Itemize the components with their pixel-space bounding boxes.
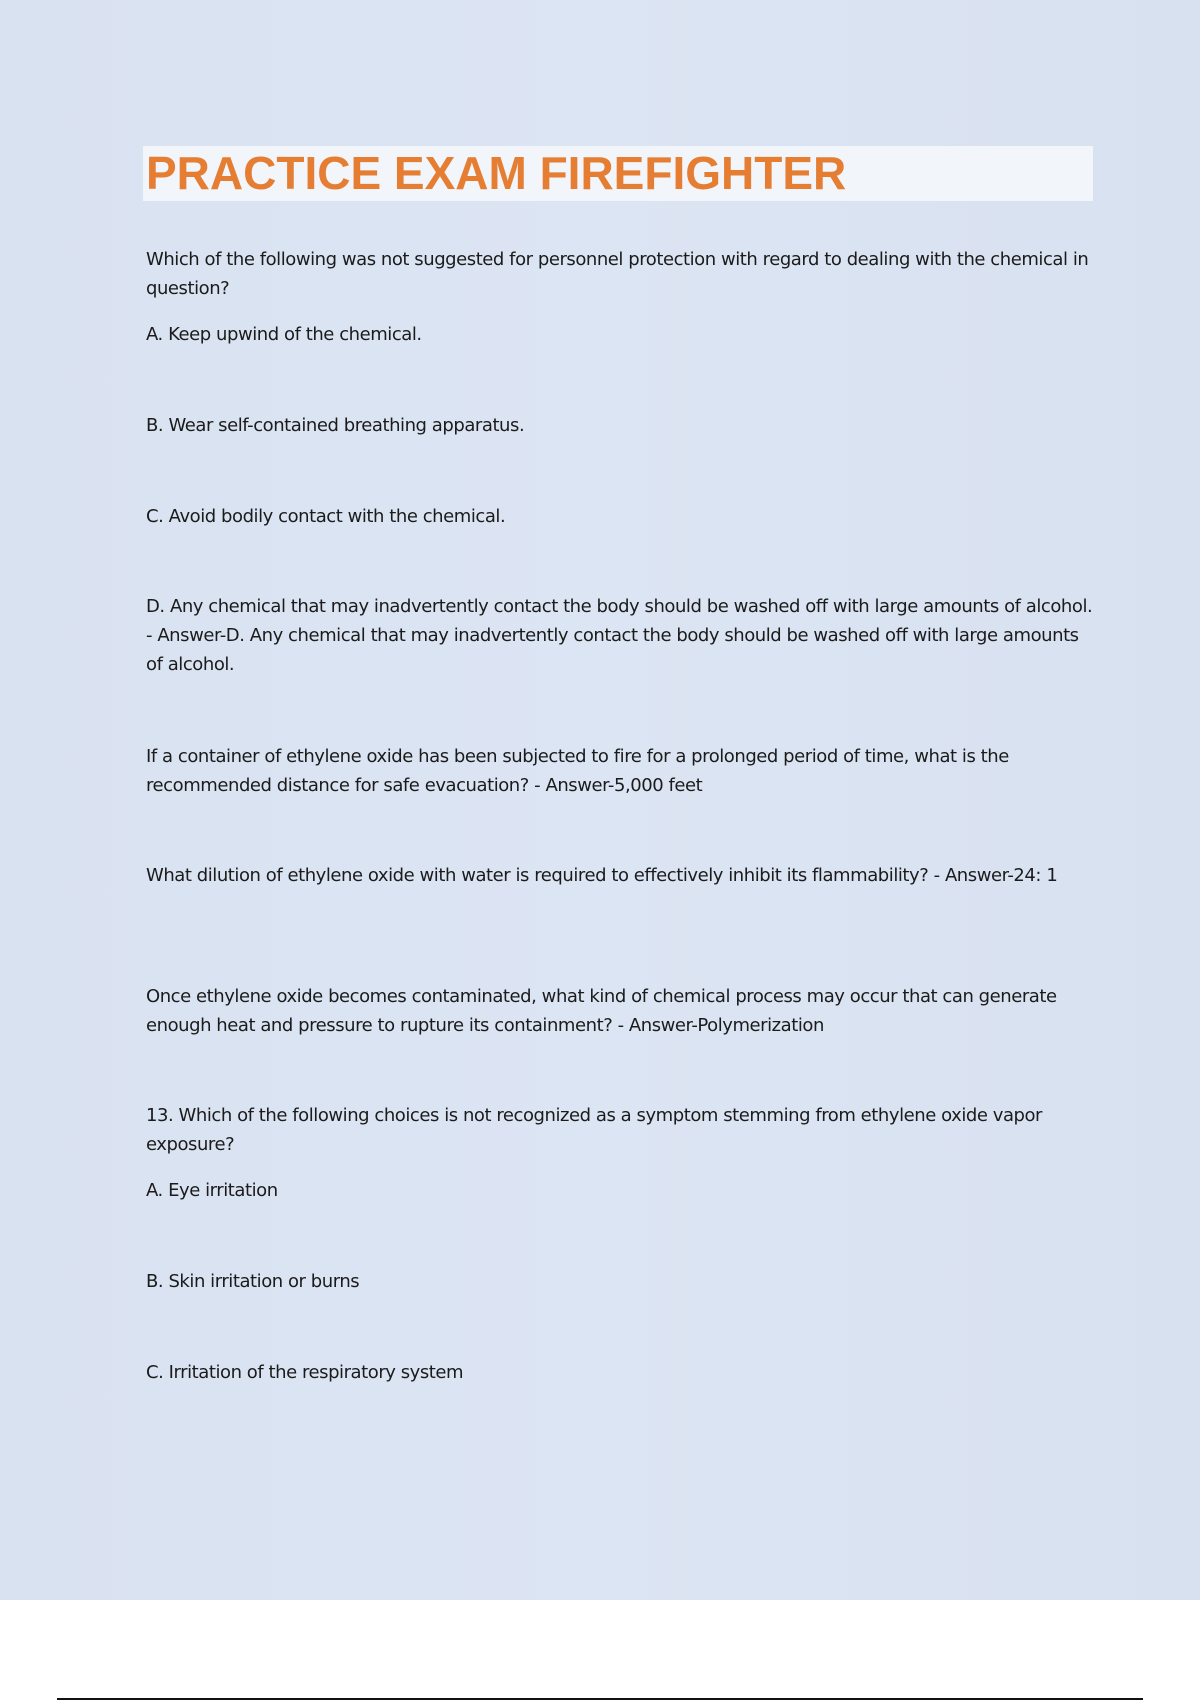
question-3-answer: What dilution of ethylene oxide with water is required to effectively inhibit its flammability? - Answer-24: 1 — [146, 865, 1058, 886]
question-1-text: Which of the following was not suggested for personnel protection with regard to dealing with the chemical in question? — [146, 249, 1089, 299]
question-1-option-a: A. Keep upwind of the chemical. — [146, 324, 422, 345]
question-4-answer: Once ethylene oxide becomes contaminated, what kind of chemical process may occur that can generate enough heat and pressure to rupture its containment? - Answer-Polymerization — [146, 986, 1057, 1036]
question-5-option-a: A. Eye irritation — [146, 1180, 278, 1201]
question-1-option-b: B. Wear self-contained breathing apparatus. — [146, 415, 525, 436]
question-5-option-c: C. Irritation of the respiratory system — [146, 1362, 464, 1383]
question-5-option-b: B. Skin irritation or burns — [146, 1271, 360, 1292]
question-2-answer: If a container of ethylene oxide has been subjected to fire for a prolonged period of time, what is the recommended distance for safe evacuation? - Answer-5,000 feet — [146, 746, 1009, 796]
page-title: PRACTICE EXAM FIREFIGHTER — [146, 147, 847, 199]
question-1-option-d-answer: D. Any chemical that may inadvertently contact the body should be washed off with large amounts of alcohol. - Answer-D. Any chemical that may inadvertently contact the body should be washed off with large amounts of alcohol. — [146, 596, 1093, 675]
question-1-option-c: C. Avoid bodily contact with the chemical. — [146, 506, 506, 527]
question-5-text: 13. Which of the following choices is not recognized as a symptom stemming from ethylene oxide vapor exposure? — [146, 1105, 1043, 1155]
